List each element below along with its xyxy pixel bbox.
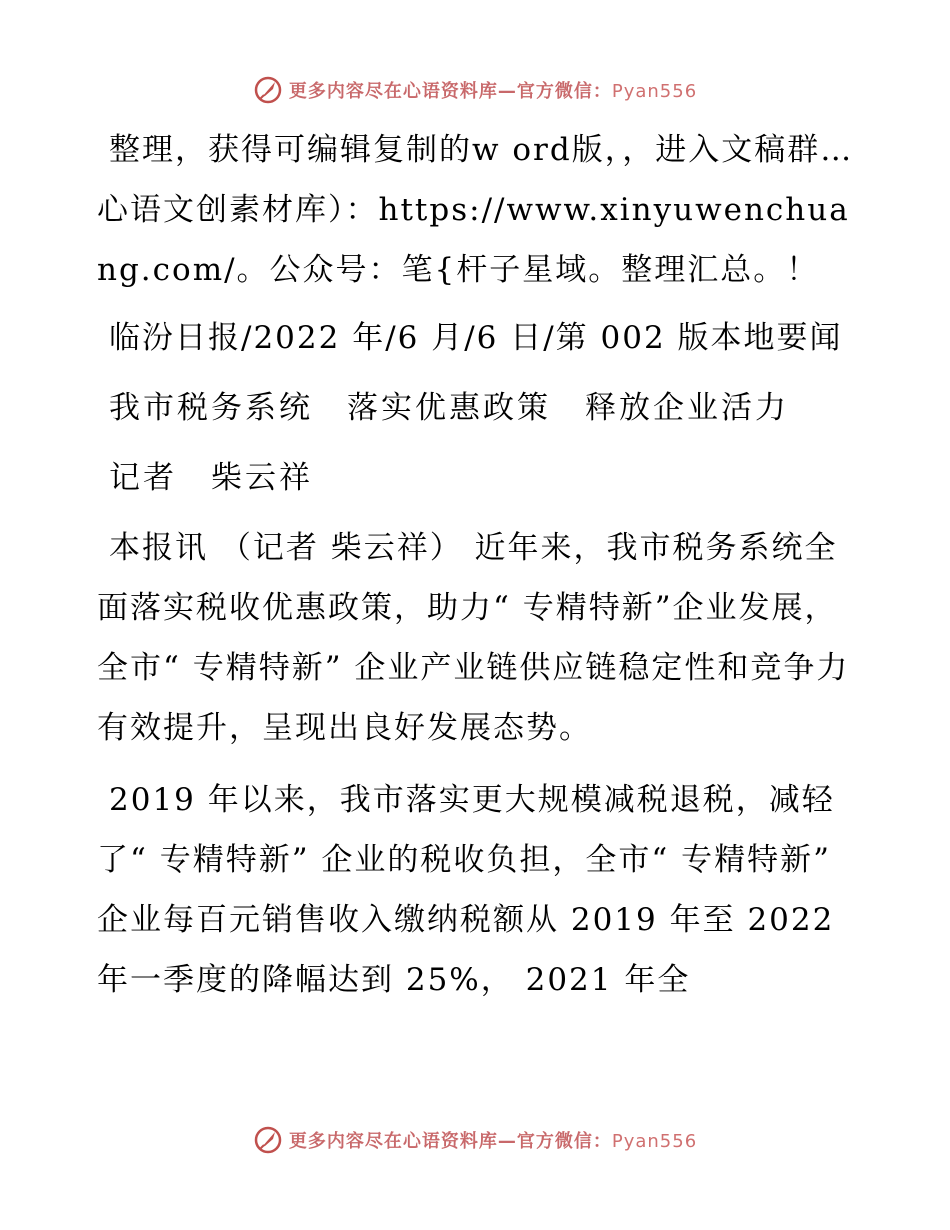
banner-text xyxy=(289,77,697,103)
article-headline: 我市税务系统 落实优惠政策 释放企业活力 xyxy=(109,390,789,426)
banner-label: 更多内容尽在心语资料库—官方微信： xyxy=(288,81,612,102)
body-paragraph-1: 本报讯 （记者 柴云祥） 近年来，我市税务系统全面落实税收优惠政策，助力“ 专精特新”企业发展，全市“ 专精特新” 企业产业链供应链稳定性和竞争力有效提升，呈现出良好发展态势。 xyxy=(97,530,850,746)
body-paragraph-2: 2019 年以来，我市落实更大规模减税退税，减轻了“ 专精特新” 企业的税收负担，全市“ 专精特新” 企业每百元销售收入缴纳税额从 2019 年至 2022 年一季度的降幅达到 25%， 2021 年全 xyxy=(97,782,835,998)
source-line: 临汾日报/2022 年/6 月/6 日/第 002 版本地要闻 xyxy=(109,320,843,356)
document-body xyxy=(97,120,857,1022)
header-watermark-banner xyxy=(0,70,950,110)
quill-logo-icon xyxy=(253,1125,283,1155)
intro-paragraph: 整理，获得可编辑复制的w ord版，，进入文稿群…心语文创素材库）：https://www.xinyuwenchuang.com/。公众号：笔{杆子星域。整理汇总。！ xyxy=(97,132,854,288)
banner-account: Pyan556 xyxy=(611,1131,698,1152)
article-byline: 记者 柴云祥 xyxy=(109,460,313,496)
quill-logo-icon xyxy=(253,75,283,105)
banner-text xyxy=(289,1127,697,1153)
banner-account: Pyan556 xyxy=(611,81,698,102)
banner-label: 更多内容尽在心语资料库—官方微信： xyxy=(288,1131,612,1152)
footer-watermark-banner xyxy=(0,1120,950,1160)
